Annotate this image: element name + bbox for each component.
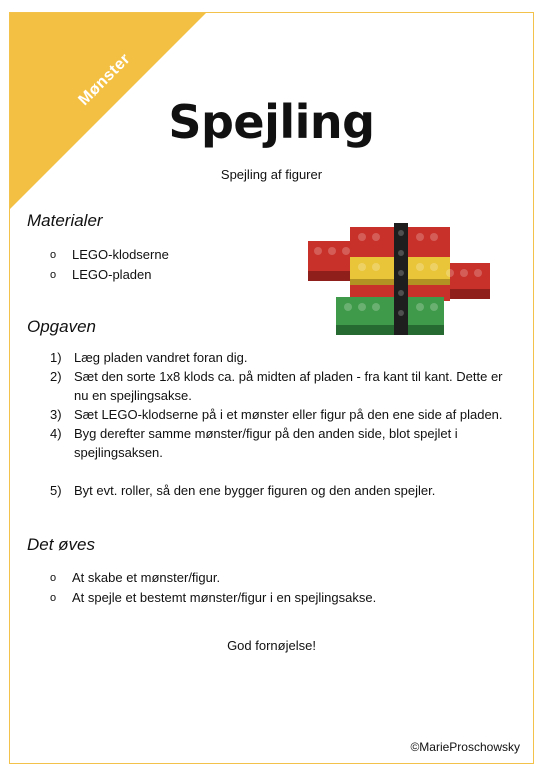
closing-text: God fornøjelse!: [227, 638, 316, 653]
list-item: o LEGO-pladen: [50, 265, 169, 285]
materials-heading: Materialer: [27, 211, 103, 230]
page-subtitle: Spejling af figurer: [220, 167, 323, 182]
copyright-text: ©MarieProschowsky: [410, 740, 520, 754]
practice-list: [50, 568, 376, 608]
list-item: 2) Sæt den sorte 1x8 klods ca. på midten af pladen - fra kant til kant. Dette er nu en spejlingsakse.: [50, 369, 503, 403]
banner-label: Mønster: [75, 50, 134, 109]
task-steps: [50, 348, 510, 500]
list-item: 3) Sæt LEGO-klodserne på i et mønster eller figur på den ene side af pladen.: [50, 407, 503, 422]
list-item: o At spejle et bestemt mønster/figur i en spejlingsakse.: [50, 588, 376, 608]
practice-heading: Det øves: [27, 535, 96, 554]
list-item: 1) Læg pladen vandret foran dig.: [50, 350, 248, 365]
bullet-icon: o: [50, 269, 57, 281]
list-item: 5) Byt evt. roller, så den ene bygger figuren og den anden spejler.: [50, 483, 436, 498]
worksheet-page: [9, 12, 534, 764]
lego-mirror-build-image: [300, 213, 505, 343]
page-title: Spejling: [168, 95, 375, 149]
task-heading: Opgaven: [27, 317, 96, 336]
materials-list: [50, 245, 169, 285]
bullet-icon: o: [50, 572, 57, 584]
list-item: 4) Byg derefter samme mønster/figur på den anden side, blot spejlet i spejlingsaksen.: [50, 426, 458, 460]
bullet-icon: o: [50, 249, 57, 261]
bullet-icon: o: [50, 592, 57, 604]
list-item: o LEGO-klodserne: [50, 245, 169, 265]
list-item: o At skabe et mønster/figur.: [50, 568, 376, 588]
